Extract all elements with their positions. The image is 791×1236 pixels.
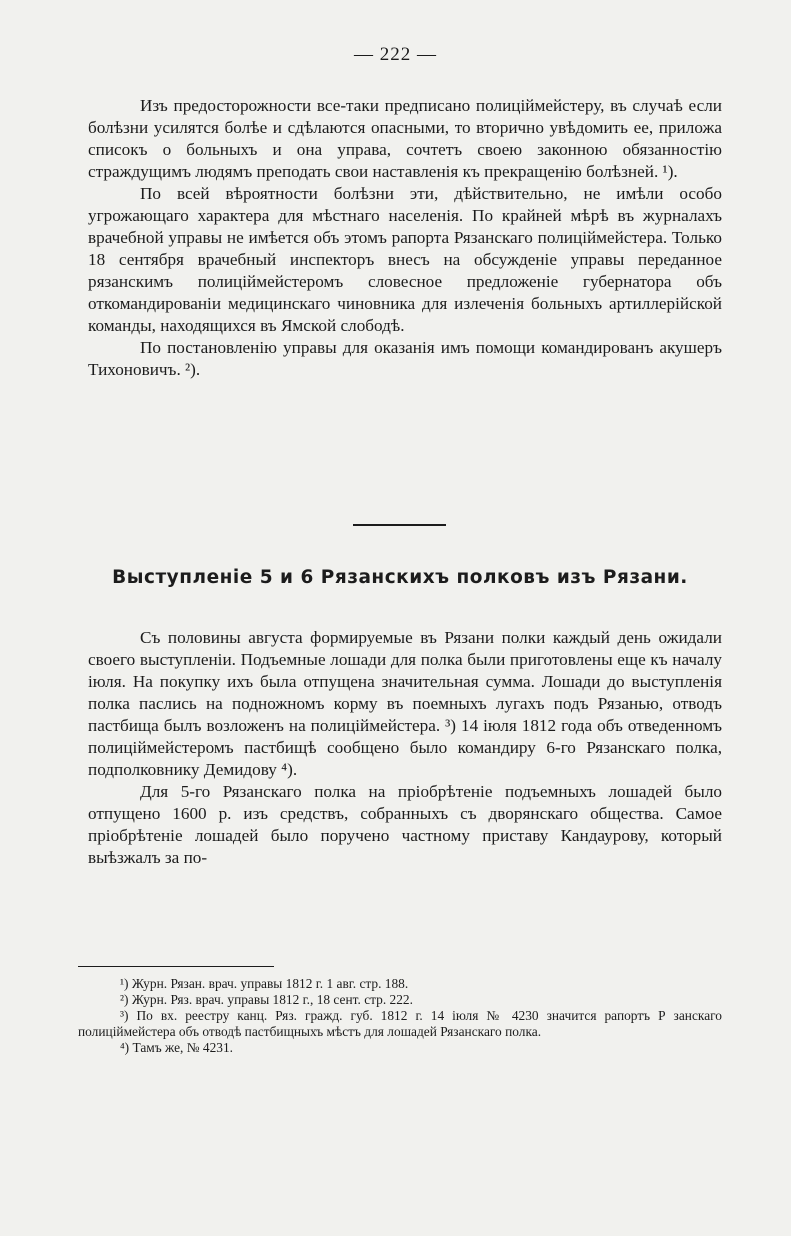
paragraph: По всей вѣроятности болѣзни эти, дѣйствительно, не имѣли особо угрожающаго характера для мѣстнаго населенiя. По крайней мѣрѣ въ журналахъ врачебной управы не имѣется объ этомъ рапорта Рязанскаго полицiймейстера. Только 18 сентября врачебный инспекторъ внесъ на обсужденiе управы переданное рязанскимъ полицiймейстеромъ словесное предложенiе губернатора объ откомандированiи медицинскаго чиновника для излеченiя больныхъ артиллерiйской команды, находящихся въ Ямской слободѣ. xyxy=(88,184,722,335)
footnote-text: Тамъ же, № 4231. xyxy=(132,1040,234,1055)
footnote-number: ³) xyxy=(120,1008,129,1023)
paragraph: По постановленiю управы для оказанiя имъ помощи командированъ акушеръ Тихоновичъ. ²). xyxy=(88,338,722,379)
section-separator xyxy=(353,524,446,526)
page-number: — 222 — xyxy=(354,44,437,65)
paragraph: Изъ предосторожности все-таки предписано полицiймейстеру, въ случаѣ если болѣзни усилятся болѣе и сдѣлаются опасными, то вторично увѣдомить ее, приложа списокъ о больныхъ и она управа, сочтетъ своею законною обязанностiю страждущимъ людямъ преподать свои наставленiя къ прекращенiю болѣзней. ¹). xyxy=(88,96,722,181)
paragraph: Съ половины августа формируемые въ Рязани полки каждый день ожидали своего выступленiи. Подъемные лошади для полка были приготовлены еще къ началу iюля. На покупку ихъ была отпущена значительная сумма. Лошади до выступленiя полка паслись на подножномъ корму въ поемныхъ лугахъ подъ Рязанью, отводъ пастбища былъ возложенъ на полицiймейстера. ³) 14 iюля 1812 года объ отведенномъ полицiймейстеромъ пастбищѣ сообщено было командиру 6-го Рязанскаго полка, подполковнику Демидову ⁴). xyxy=(88,628,722,779)
footnote-number: ⁴) xyxy=(120,1040,130,1055)
lower-text-block xyxy=(88,627,722,869)
footnote-number: ¹) xyxy=(120,976,129,991)
footnote-number: ²) xyxy=(120,992,129,1007)
footnote-divider xyxy=(78,966,274,967)
paragraph: Для 5-го Рязанскаго полка на прiобрѣтенiе подъемныхъ лошадей было отпущено 1600 р. изъ средствъ, собранныхъ съ дворянскаго общества. Самое прiобрѣтенiе лошадей было поручено частному приставу Кандаурову, который выѣзжалъ за по- xyxy=(88,782,722,867)
upper-text-block xyxy=(88,95,722,381)
footnote-text: По вх. реестру канц. Ряз. гражд. губ. 1812 г. 14 iюля № 4230 значится рапортъ Р занскаго полицiймейстера объ отводѣ пастбищныхъ мѣстъ для лошадей Рязанскаго полка. xyxy=(78,1008,722,1039)
footnote-text: Журн. Ряз. врач. управы 1812 г., 18 сент. стр. 222. xyxy=(131,992,413,1007)
footnote xyxy=(78,992,722,1008)
footnote xyxy=(78,976,722,992)
footnote-text: Журн. Рязан. врач. управы 1812 г. 1 авг. стр. 188. xyxy=(131,976,409,991)
section-heading: Выступленiе 5 и 6 Рязанскихъ полковъ изъ Рязани. xyxy=(112,567,688,588)
footnote xyxy=(78,1008,722,1040)
footnotes xyxy=(78,976,722,1056)
footnote xyxy=(78,1040,722,1056)
